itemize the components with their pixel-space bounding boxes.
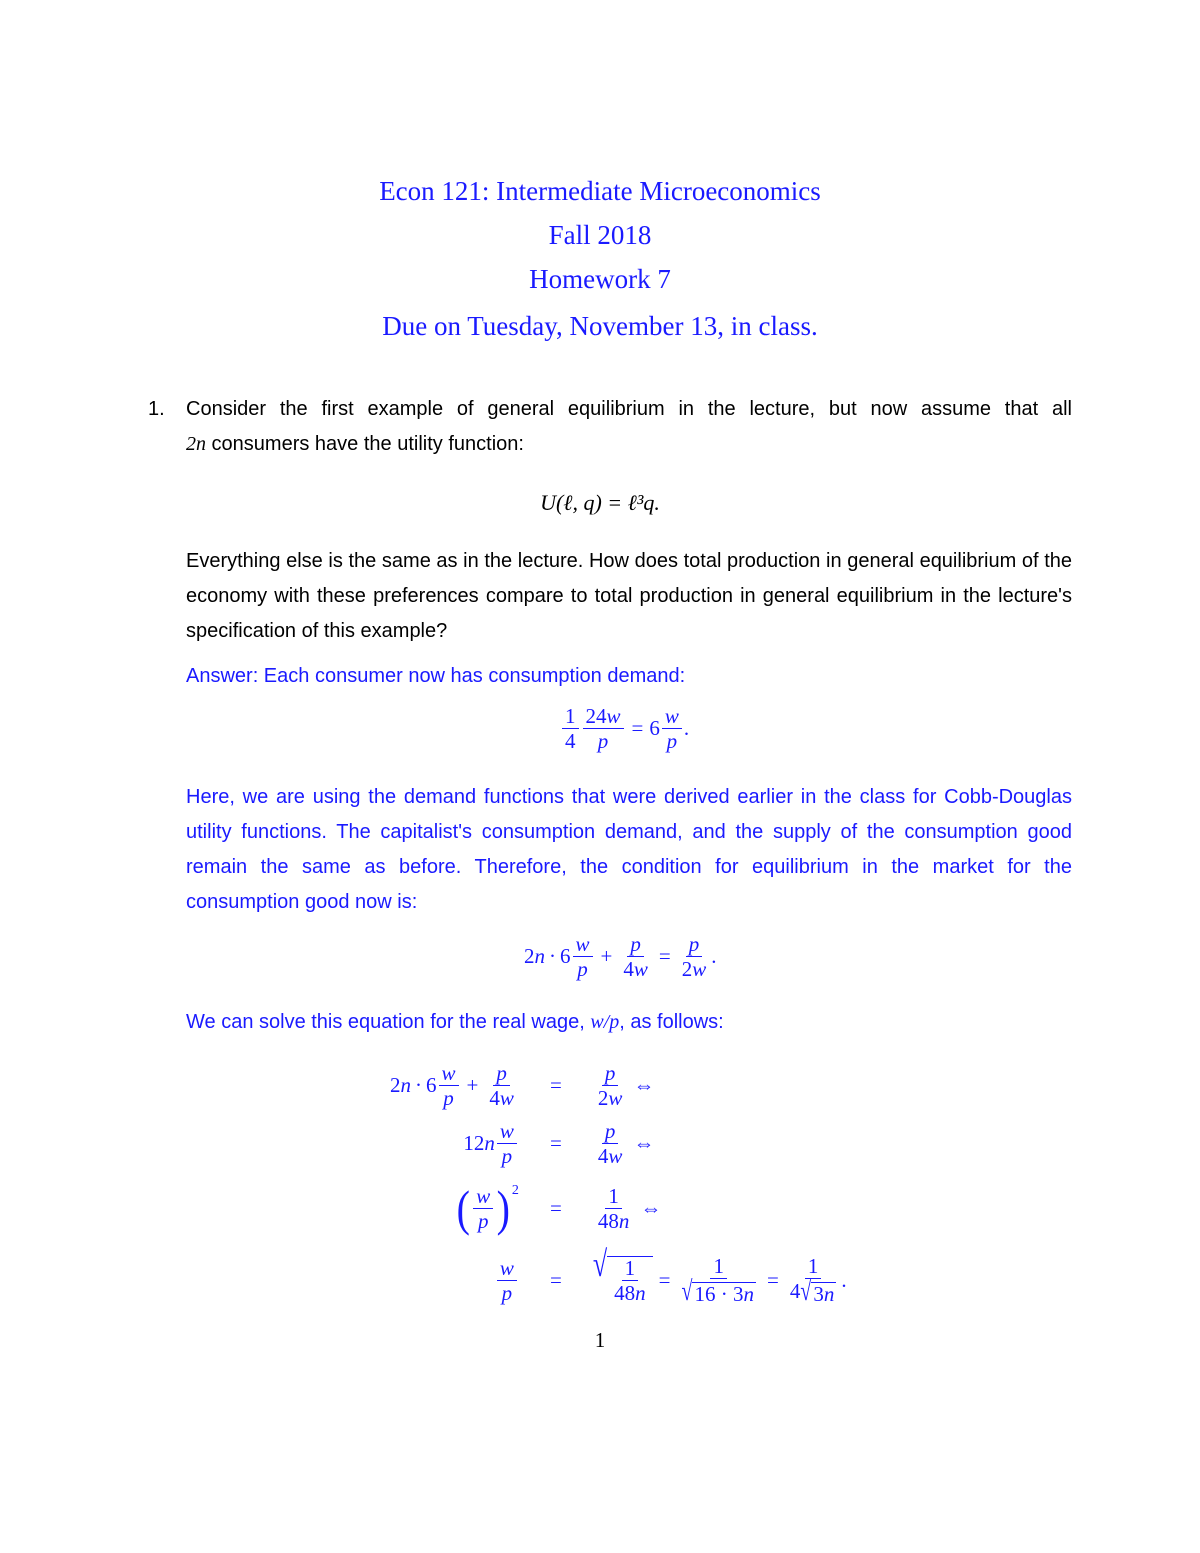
due-date: Due on Tuesday, November 13, in class.: [382, 311, 818, 341]
assignment-title: Homework 7: [529, 264, 671, 294]
derivation-row-2: 12 n $\frac{w}{p}$ = $\frac{p}{4w}$ ⇔: [463, 1118, 655, 1168]
demand-equation: $\frac{1}{4}$ $\frac{24w}{p}$ = 6 $\frac{w}{p}$ .: [560, 705, 689, 752]
question-line-1: Consider the first example of general equilibrium in the lecture, but now assume that all: [186, 398, 1072, 420]
question-line-2: [186, 427, 1072, 462]
answer-paragraph-2: Here, we are using the demand functions that were derived earlier in the class for Cobb-Douglas utility functions. The capitalist's consumption demand, and the supply of the consumption good remain the same as before. Therefore, the condition for equilibrium in the market for the consumption good now is:: [186, 786, 1072, 913]
derivation-row-4: $\frac{w}{p}$ = √ $\frac{1}{48n}$ = 1 √ 16 · 3 n = 1 4 √ 3 n .: [390, 1244, 847, 1316]
course-title: Econ 121: Intermediate Microeconomics: [379, 176, 821, 206]
var-real-wage: w/p: [590, 1011, 620, 1033]
answer-intro: Answer: Each consumer now has consumption demand:: [186, 665, 686, 687]
equilibrium-equation: 2 n · 6 $\frac{w}{p}$ + $\frac{p}{4w}$ = $\frac{p}{2w}$ .: [524, 932, 717, 981]
derivation-row-3: ( $\frac{w}{p}$ ) $^2$ = $\frac{1}{48n}$ ⇔: [456, 1180, 662, 1236]
page-number: 1: [594, 1328, 606, 1352]
utility-equation: U(ℓ, q) = ℓ³q.: [540, 490, 660, 515]
question-number: 1.: [148, 398, 165, 420]
answer-paragraph-3: [186, 1005, 1072, 1040]
var-2n: 2n: [186, 433, 206, 455]
derivation-row-1: 2 n · 6 $\frac{w}{p}$ + $\frac{p}{4w}$ = $\frac{p}{2w}$ ⇔: [390, 1060, 655, 1110]
derivation: [390, 1056, 847, 1316]
question-line-2-text: consumers have the utility function:: [206, 433, 524, 455]
answer-paragraph-3-post: , as follows:: [619, 1011, 724, 1033]
question-paragraph-2: Everything else is the same as in the lecture. How does total production in general equilibrium of the economy with these preferences compare to total production in general equilibrium in the lecture's specification of this example?: [186, 550, 1072, 642]
answer-paragraph-3-pre: We can solve this equation for the real wage,: [186, 1011, 591, 1033]
term: Fall 2018: [548, 220, 652, 250]
